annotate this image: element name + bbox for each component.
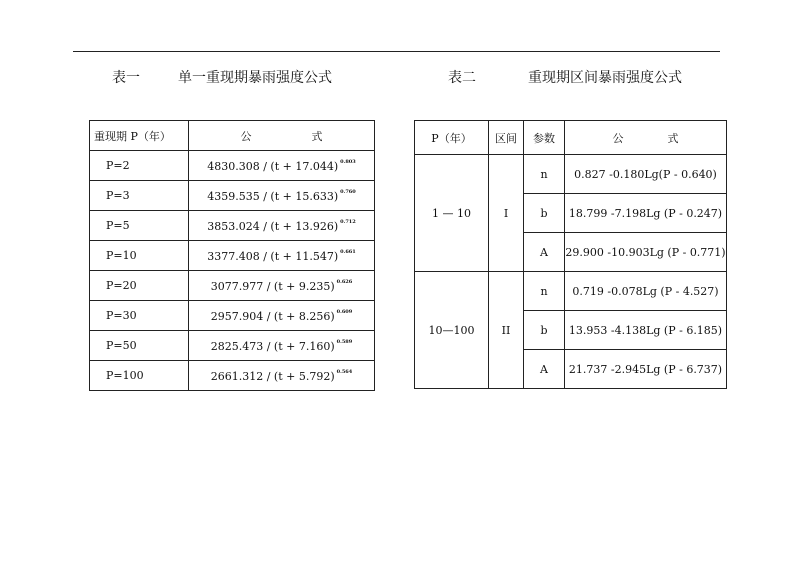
period-cell: P=3 [90, 181, 189, 211]
formula-cell: 2661.312 / (t + 5.792) $^{0.564}$ [189, 361, 375, 391]
param-cell: n [524, 155, 565, 194]
header-period: P（年） [415, 121, 489, 155]
formula-exponent: 0.564 [336, 368, 353, 375]
table-row [90, 181, 375, 211]
table-row [90, 211, 375, 241]
interval-formula-table [414, 120, 727, 389]
period-cell: P=50 [90, 331, 189, 361]
header-interval: 区间 [489, 121, 524, 155]
param-cell: b [524, 311, 565, 350]
table-row [90, 241, 375, 271]
formula-exponent: 0.626 [336, 278, 353, 285]
formula-cell: 4359.535 / (t + 15.633) $^{0.760}$ [189, 181, 375, 211]
table-header-row [90, 121, 375, 151]
table-row [415, 155, 727, 194]
formula-exponent: 0.760 [340, 188, 356, 195]
formula-cell: 2825.473 / (t + 7.160) $^{0.589}$ [189, 331, 375, 361]
formula-exponent: 0.589 [336, 338, 353, 345]
table-row [90, 301, 375, 331]
formula-cell: 2957.904 / (t + 8.256) $^{0.609}$ [189, 301, 375, 331]
formula-exponent: 0.712 [340, 218, 356, 225]
formula-cell: 3077.977 / (t + 9.235) $^{0.626}$ [189, 271, 375, 301]
interval-cell: II [489, 272, 524, 389]
param-cell: b [524, 194, 565, 233]
formula-exponent: 0.609 [336, 308, 353, 315]
header-formula: 公 式 [189, 121, 375, 151]
formula-cell: 4830.308 / (t + 17.044) $^{0.803}$ [189, 151, 375, 181]
table-row [90, 151, 375, 181]
table-row [415, 272, 727, 311]
param-cell: n [524, 272, 565, 311]
header-period: 重现期 P（年） [90, 121, 189, 151]
formula-exponent: 0.661 [340, 248, 356, 255]
param-cell: A [524, 233, 565, 272]
formula-cell: 0.827 -0.180Lg(P - 0.640) [565, 155, 727, 194]
formula-cell: 13.953 -4.138Lg (P - 6.185) [565, 311, 727, 350]
period-cell: P=5 [90, 211, 189, 241]
table-header-row [415, 121, 727, 155]
table2-caption-label: 表二 [448, 70, 476, 86]
formula-cell: 3853.024 / (t + 13.926) $^{0.712}$ [189, 211, 375, 241]
formula-cell: 21.737 -2.945Lg (P - 6.737) [565, 350, 727, 389]
table-row [90, 331, 375, 361]
interval-cell: I [489, 155, 524, 272]
formula-cell: 29.900 -10.903Lg (P - 0.771) [565, 233, 727, 272]
period-cell: P=20 [90, 271, 189, 301]
formula-cell: 3377.408 / (t + 11.547) $^{0.661}$ [189, 241, 375, 271]
table-row [90, 271, 375, 301]
header-param: 参数 [524, 121, 565, 155]
top-rule [73, 51, 720, 52]
header-formula: 公 式 [565, 121, 727, 155]
table2-caption-title: 重现期区间暴雨强度公式 [528, 70, 682, 86]
period-cell: P=100 [90, 361, 189, 391]
formula-cell: 0.719 -0.078Lg (P - 4.527) [565, 272, 727, 311]
single-period-formula-table [89, 120, 375, 391]
period-cell: P=30 [90, 301, 189, 331]
range-cell: 10—100 [415, 272, 489, 389]
formula-exponent: 0.803 [340, 158, 356, 165]
table1-caption-label: 表一 [112, 70, 140, 86]
param-cell: A [524, 350, 565, 389]
period-cell: P=2 [90, 151, 189, 181]
table-row [90, 361, 375, 391]
formula-cell: 18.799 -7.198Lg (P - 0.247) [565, 194, 727, 233]
table1-caption-title: 单一重现期暴雨强度公式 [178, 70, 332, 86]
range-cell: 1 — 10 [415, 155, 489, 272]
period-cell: P=10 [90, 241, 189, 271]
